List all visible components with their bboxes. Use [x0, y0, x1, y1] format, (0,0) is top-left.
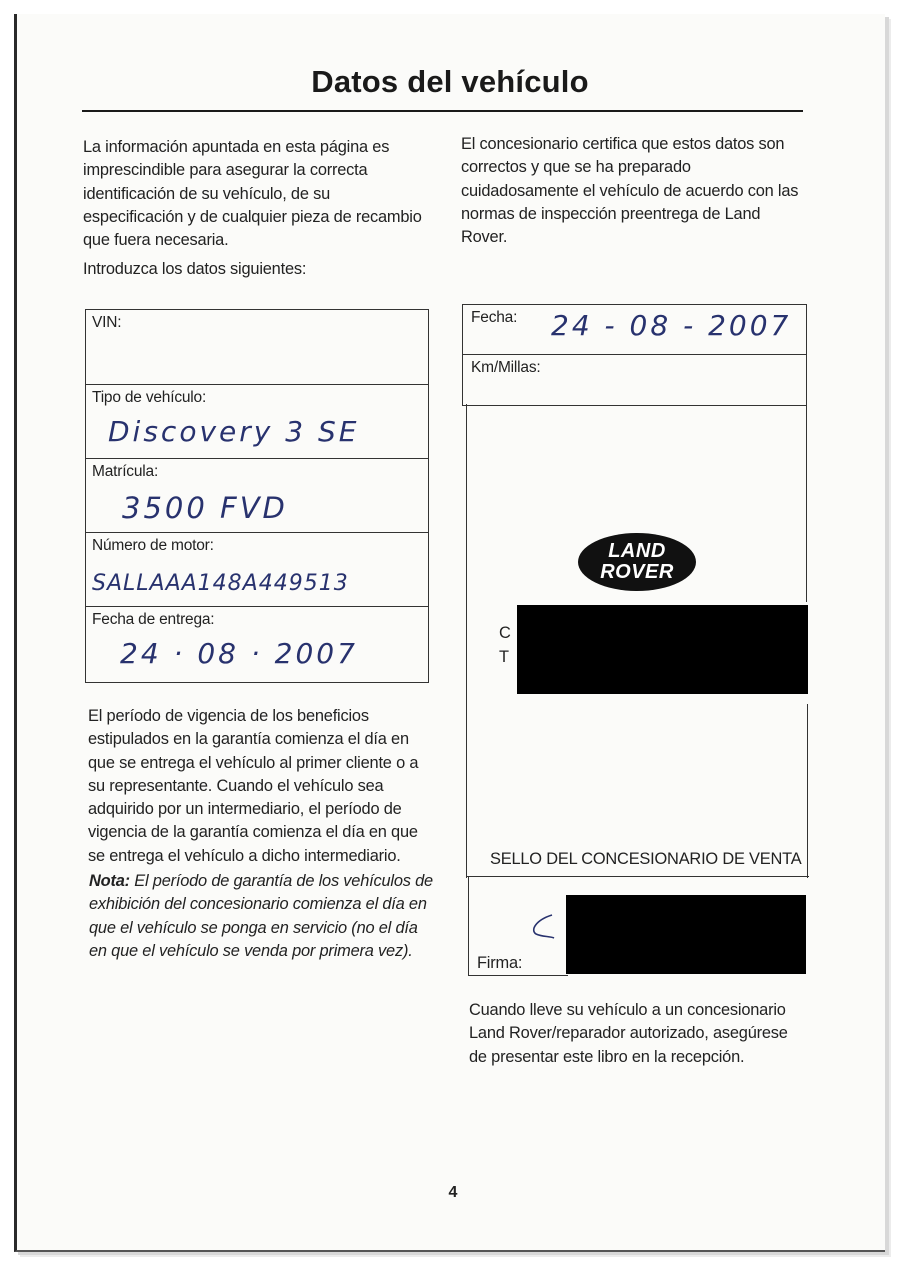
land-rover-logo — [578, 533, 696, 591]
signature-area-left-border — [468, 876, 469, 976]
plate-row — [86, 459, 428, 533]
vehicle-type-row — [86, 385, 428, 459]
stamp-partial-c: C — [499, 624, 511, 642]
stamp-area-right-border-bottom — [807, 704, 808, 878]
left-intro-paragraph: La información apuntada en esta página es imprescindible para asegurar la correcta identificación de su vehículo, de su especificación y de cualquier pieza de recambio que fuera necesaria. — [83, 138, 422, 250]
title-divider — [82, 110, 803, 112]
stamp-area-right-border-top — [806, 404, 807, 602]
stamp-area-left-border — [466, 404, 467, 878]
signature-mark — [528, 912, 558, 942]
stamp-partial-t: T — [499, 648, 509, 666]
engine-number-row — [86, 533, 428, 607]
right-intro-paragraph: El concesionario certifica que estos datos son correctos y que se ha preparado cuidadosamente el vehículo de acuerdo con las normas de inspección preentrega de Land Rover. — [461, 135, 799, 247]
left-instruction: Introduzca los datos siguientes: — [83, 260, 307, 278]
dealer-stamp-label: SELLO DEL CONCESIONARIO DE VENTA — [490, 850, 802, 868]
km-row — [463, 355, 806, 403]
delivery-date-label: Fecha de entrega: — [92, 611, 215, 628]
page-title: Datos del vehículo — [311, 64, 589, 99]
dealer-date-value[interactable]: 24 - 08 - 2007 — [551, 309, 792, 342]
note-text: El período de garantía de los vehículos de exhibición del concesionario comienza el día en que el vehículo se ponga en servicio (no el día en que el vehículo se venda por primera vez). — [89, 872, 433, 960]
vin-row — [86, 310, 428, 385]
warranty-paragraph: El período de vigencia de los beneficios estipulados en la garantía comienza el día en que se entrega el vehículo al primer cliente o a su representante. Cuando el vehículo sea adquirido por un intermediario, el período de vigencia de la garantía comienza el día en que se entrega el vehículo a dicho intermediario. — [88, 707, 419, 865]
dealer-date-label: Fecha: — [471, 309, 518, 326]
stamp-area-divider — [466, 876, 809, 877]
vehicle-data-form — [85, 309, 429, 683]
engine-number-value[interactable]: SALLAAA148A449513 — [92, 571, 349, 596]
page-number: 4 — [448, 1184, 458, 1201]
engine-number-label: Número de motor: — [92, 537, 214, 554]
km-label: Km/Millas: — [471, 359, 541, 376]
redacted-signature — [566, 895, 806, 974]
signature-label: Firma: — [477, 954, 523, 972]
reception-note: Cuando lleve su vehículo a un concesionario Land Rover/reparador autorizado, asegúrese de presentar este libro en la recepción. — [469, 1001, 788, 1066]
vehicle-type-label: Tipo de vehículo: — [92, 389, 207, 406]
plate-value[interactable]: 3500 FVD — [122, 491, 288, 525]
logo-line-2: ROVER — [600, 561, 674, 583]
vin-label: VIN: — [92, 314, 122, 331]
warranty-note — [89, 870, 434, 963]
dealer-date-row — [463, 305, 806, 355]
vehicle-type-value[interactable]: Discovery 3 SE — [108, 415, 360, 448]
delivery-date-value[interactable]: 24 · 08 · 2007 — [120, 637, 358, 670]
note-label: Nota: — [89, 872, 130, 890]
plate-label: Matrícula: — [92, 463, 159, 480]
delivery-date-row — [86, 607, 428, 679]
dealer-date-form — [462, 304, 807, 406]
logo-line-1: LAND — [608, 540, 666, 562]
redacted-dealer-stamp — [517, 605, 808, 694]
